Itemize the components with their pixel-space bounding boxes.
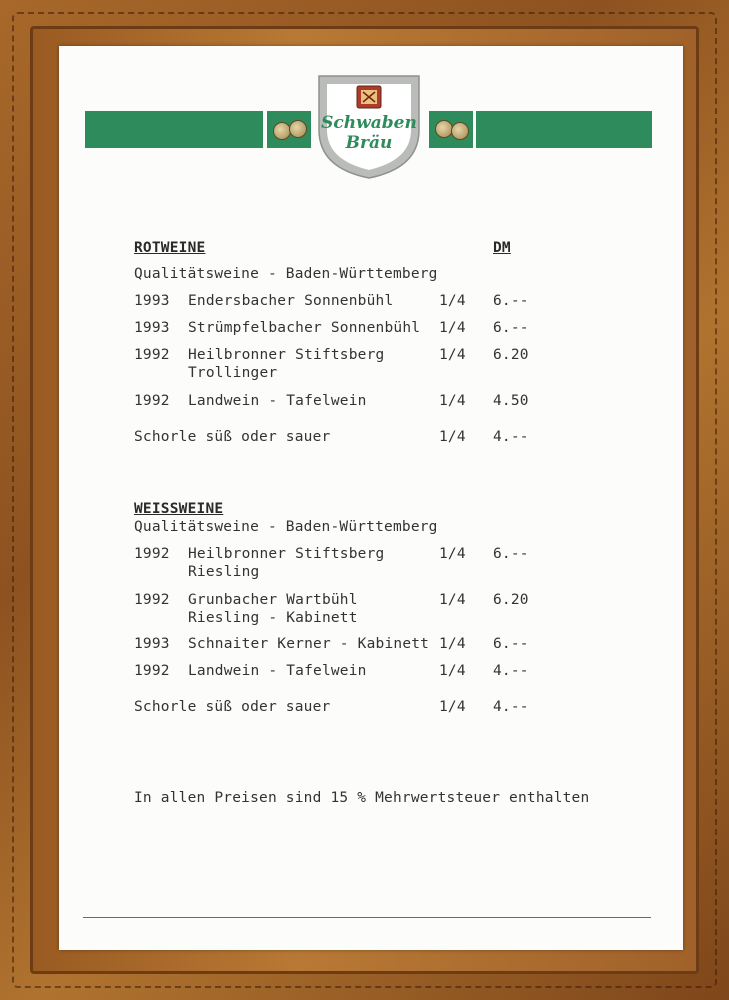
wine-year: 1993	[134, 320, 170, 336]
coins-emblem-left	[267, 111, 311, 148]
wine-year: 1992	[134, 663, 170, 679]
schorle-name: Schorle süß oder sauer	[134, 699, 331, 715]
vat-note: In allen Preisen sind 15 % Mehrwertsteuer enthalten	[134, 790, 590, 806]
red-wines-heading: ROTWEINE	[134, 240, 206, 256]
wine-name: Strümpfelbacher Sonnenbühl	[188, 320, 421, 336]
wine-name: Landwein - Tafelwein	[188, 393, 367, 409]
wine-quantity: 1/4	[439, 663, 466, 679]
wine-price: 6.--	[493, 293, 529, 309]
coin-icon	[451, 122, 469, 140]
currency-header: DM	[493, 240, 511, 256]
wine-variety: Riesling	[188, 564, 260, 580]
wine-quantity: 1/4	[439, 592, 466, 608]
wine-quantity: 1/4	[439, 393, 466, 409]
banner-bar-right	[476, 111, 652, 148]
wine-name: Grunbacher Wartbühl	[188, 592, 358, 608]
wine-price: 6.--	[493, 636, 529, 652]
wine-name: Heilbronner Stiftsberg	[188, 546, 385, 562]
wine-year: 1993	[134, 293, 170, 309]
wine-quantity: 1/4	[439, 546, 466, 562]
wine-year: 1992	[134, 592, 170, 608]
wine-variety: Riesling - Kabinett	[188, 610, 358, 626]
wine-price: 4.--	[493, 663, 529, 679]
wine-year: 1992	[134, 393, 170, 409]
red-wines-subtitle: Qualitätsweine - Baden-Württemberg	[134, 266, 438, 282]
coin-icon	[289, 120, 307, 138]
wine-year: 1993	[134, 636, 170, 652]
footer-divider	[83, 917, 651, 918]
schorle-quantity: 1/4	[439, 699, 466, 715]
brand-name-line1: Schwaben	[321, 113, 417, 133]
coins-emblem-right	[429, 111, 473, 148]
wine-year: 1992	[134, 347, 170, 363]
wine-price: 4.50	[493, 393, 529, 409]
schorle-price: 4.--	[493, 429, 529, 445]
banner-bar-left	[85, 111, 263, 148]
wine-name: Schnaiter Kerner - Kabinett	[188, 636, 430, 652]
brewery-logo-shield-icon	[313, 70, 425, 182]
white-wines-heading: WEISSWEINE	[134, 501, 224, 517]
schorle-name: Schorle süß oder sauer	[134, 429, 331, 445]
wine-quantity: 1/4	[439, 636, 466, 652]
wine-name: Endersbacher Sonnenbühl	[188, 293, 394, 309]
wine-name: Heilbronner Stiftsberg	[188, 347, 385, 363]
wine-quantity: 1/4	[439, 293, 466, 309]
wine-variety: Trollinger	[188, 365, 278, 381]
wine-year: 1992	[134, 546, 170, 562]
wine-price: 6.20	[493, 347, 529, 363]
wine-price: 6.--	[493, 320, 529, 336]
white-wines-subtitle: Qualitätsweine - Baden-Württemberg	[134, 519, 438, 535]
schorle-quantity: 1/4	[439, 429, 466, 445]
wine-price: 6.--	[493, 546, 529, 562]
schorle-price: 4.--	[493, 699, 529, 715]
wine-name: Landwein - Tafelwein	[188, 663, 367, 679]
wine-price: 6.20	[493, 592, 529, 608]
menu-page	[59, 46, 683, 950]
wine-quantity: 1/4	[439, 347, 466, 363]
brand-name-line2: Bräu	[345, 133, 393, 153]
wine-quantity: 1/4	[439, 320, 466, 336]
